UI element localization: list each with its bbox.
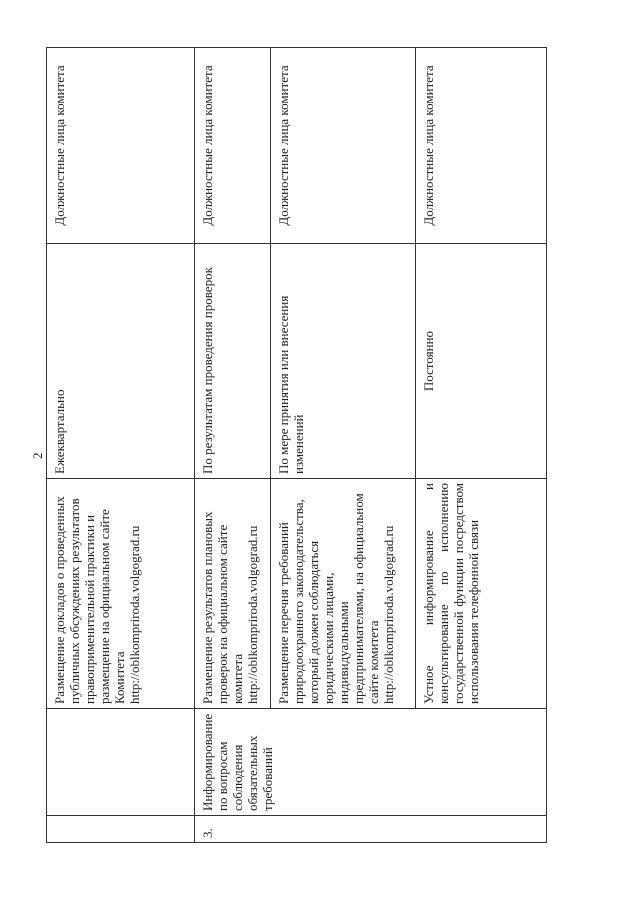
action-cell: Размещение результатов плановых проверок на официальном сайте комитета http://oblkompriroda.volgograd.ru	[195, 479, 271, 709]
responsible-cell: Должностные лица комитета	[47, 48, 195, 244]
rotated-table-container	[46, 48, 546, 843]
responsible-cell: Должностные лица комитета	[416, 48, 547, 244]
period-cell: Постоянно	[416, 244, 547, 479]
topic-cell: Информирование по вопросам соблюдения обязательных требований	[195, 709, 547, 816]
measures-table	[46, 47, 547, 843]
action-cell: Размещение докладов о проведенных публичных обсуждениях результатов правоприменительной практики и размещение на официальном сайте Комитета http://oblkompriroda.volgograd.ru	[47, 479, 195, 709]
responsible-cell: Должностные лица комитета	[195, 48, 271, 244]
responsible-cell: Должностные лица комитета	[271, 48, 416, 244]
period-cell: По результатам проведения проверок	[195, 244, 271, 479]
period-cell: По мере принятия или внесения изменений	[271, 244, 416, 479]
topic-cell	[47, 709, 195, 816]
table-row	[195, 48, 271, 843]
row-number	[47, 816, 195, 843]
period-cell: Ежеквартально	[47, 244, 195, 479]
page-number: 2	[30, 452, 45, 459]
table-row	[47, 48, 195, 843]
row-number: 3.	[195, 816, 547, 843]
action-cell: Устное информирование и консультирование по исполнению государственной функции посредством использования телефонной связи	[416, 479, 547, 709]
action-cell: Размещение перечня требований природоохранного законодательства, который должен соблюдаться юридическими лицами, индивидуальными предпринимателями, на официальном сайте комитета http://oblkompriroda.volgograd.ru	[271, 479, 416, 709]
